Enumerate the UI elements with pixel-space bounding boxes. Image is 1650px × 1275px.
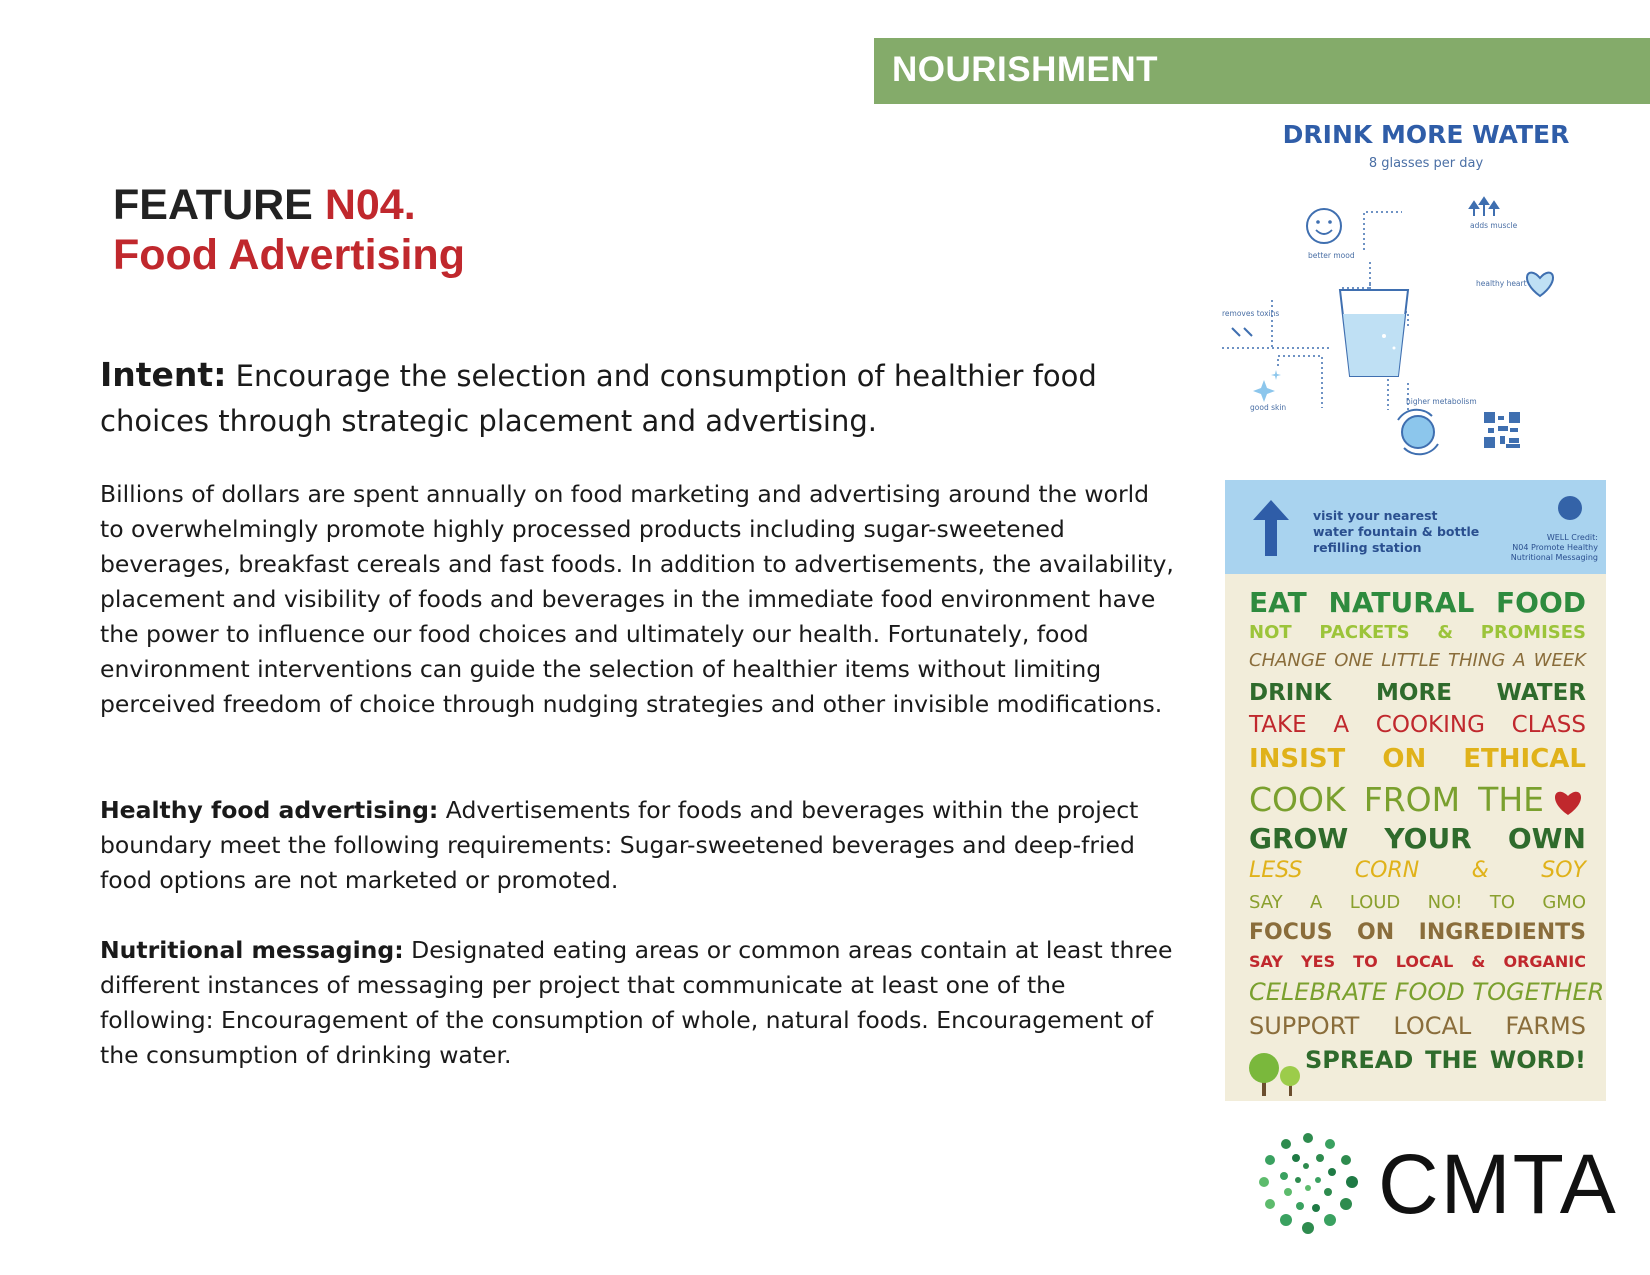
poster-line-6: INSIST ON ETHICAL bbox=[1249, 744, 1586, 774]
fountain-line-1: visit your nearest bbox=[1313, 508, 1438, 523]
credit-line-1: WELL Credit: bbox=[1546, 533, 1598, 542]
heart-icon bbox=[1552, 788, 1584, 816]
poster-line-12: SAY YES TO LOCAL & ORGANIC bbox=[1249, 952, 1586, 971]
poster-line-3: CHANGE ONE LITTLE THING A WEEK bbox=[1249, 650, 1586, 671]
up-arrow-icon bbox=[1253, 500, 1289, 556]
adds-muscle-icon bbox=[1470, 198, 1498, 216]
healthy-advertising-text: Advertisements for foods and beverages within the project boundary meet the following requirements: Sugar-sweetened beverages and deep-fried food options are not marketed or promoted. bbox=[100, 796, 1139, 894]
healthy-advertising-label: Healthy food advertising: bbox=[100, 796, 439, 824]
fountain-text bbox=[1313, 508, 1479, 556]
water-label-muscle: adds muscle bbox=[1470, 221, 1518, 230]
fountain-line-3: refilling station bbox=[1313, 540, 1422, 555]
body-paragraph-1: Billions of dollars are spent annually on food marketing and advertising around the world to overwhelmingly promote highly processed products including sugar-sweetened beverages, breakfast cereals and fast foods. In addition to advertisements, the availability, placement and visibility of foods and beverages in the immediate food environment have the power to influence our food choices and ultimately our health. Fortunately, food environment interventions can guide the selection of healthier items without limiting perceived freedom of choice through nudging strategies and other invisible modifications. bbox=[100, 480, 1174, 718]
credit-line-3: Nutritional Messaging bbox=[1510, 553, 1598, 562]
removes-toxins-icon bbox=[1232, 328, 1252, 336]
well-credit bbox=[1511, 533, 1598, 563]
poster-line-15: SPREAD THE WORD! bbox=[1305, 1046, 1586, 1074]
feature-title: Food Advertising bbox=[113, 231, 465, 279]
poster-line-8: GROW YOUR OWN bbox=[1249, 822, 1586, 855]
poster-line-14: SUPPORT LOCAL FARMS bbox=[1249, 1012, 1586, 1040]
section-banner bbox=[874, 38, 1650, 104]
poster-line-1: EAT NATURAL FOOD bbox=[1249, 586, 1586, 619]
food-messaging-poster bbox=[1225, 574, 1606, 1101]
fountain-sign bbox=[1225, 480, 1606, 574]
poster-line-4: DRINK MORE WATER bbox=[1249, 680, 1586, 706]
feature-heading bbox=[113, 180, 465, 280]
fountain-line-2: water fountain & bottle bbox=[1313, 524, 1480, 539]
poster-line-7: COOK FROM THE bbox=[1249, 780, 1544, 819]
poster-line-11: FOCUS ON INGREDIENTS bbox=[1249, 920, 1586, 945]
cmta-logo-icon bbox=[1258, 1132, 1358, 1234]
drink-water-poster bbox=[1222, 110, 1630, 466]
healthy-heart-icon bbox=[1527, 273, 1553, 296]
feature-word: FEATURE bbox=[113, 181, 325, 229]
body-paragraph-3 bbox=[100, 933, 1180, 1073]
banner-title: NOURISHMENT bbox=[892, 50, 1159, 89]
poster-line-9: LESS CORN & SOY bbox=[1249, 858, 1586, 883]
poster-line-2: NOT PACKETS & PROMISES bbox=[1249, 622, 1586, 643]
well-logo-icon bbox=[1558, 496, 1582, 520]
water-glass-infographic bbox=[1222, 180, 1630, 466]
poster-line-5: TAKE A COOKING CLASS bbox=[1249, 712, 1586, 738]
better-mood-icon bbox=[1307, 209, 1341, 243]
cmta-logo-text: CMTA bbox=[1378, 1137, 1618, 1231]
poster-line-10: SAY A LOUD NO! TO GMO bbox=[1249, 892, 1586, 913]
intent-statement bbox=[100, 352, 1160, 444]
water-label-metabolism: higher metabolism bbox=[1406, 397, 1477, 406]
intent-label: Intent: bbox=[100, 355, 227, 394]
nutritional-messaging-label: Nutritional messaging: bbox=[100, 936, 404, 964]
water-label-toxins: removes toxins bbox=[1222, 309, 1280, 318]
intent-text: Encourage the selection and consumption of healthier food choices through strategic placement and advertising. bbox=[100, 359, 1097, 438]
water-poster-subtitle: 8 glasses per day bbox=[1368, 156, 1484, 171]
body-paragraph-2 bbox=[100, 793, 1180, 898]
feature-code: N04. bbox=[324, 181, 416, 229]
water-label-heart: healthy heart bbox=[1476, 279, 1527, 288]
higher-metabolism-icon bbox=[1398, 410, 1438, 455]
water-label-skin: good skin bbox=[1250, 403, 1287, 412]
poster-line-13: CELEBRATE FOOD TOGETHER bbox=[1249, 978, 1605, 1006]
trees-icon bbox=[1245, 1048, 1303, 1098]
nutritional-messaging-text: Designated eating areas or common areas contain at least three different instances of messaging per project that communicate at least one of the following: Encouragement of the consumption of whole, natural foods. Encouragement of the consumption of drinking water. bbox=[100, 936, 1173, 1069]
credit-line-2: N04 Promote Healthy bbox=[1512, 543, 1598, 552]
water-label-mood: better mood bbox=[1308, 251, 1355, 260]
water-poster-title: DRINK MORE WATER bbox=[1282, 120, 1570, 149]
good-skin-icon bbox=[1253, 370, 1281, 402]
qr-code-icon bbox=[1484, 412, 1520, 448]
